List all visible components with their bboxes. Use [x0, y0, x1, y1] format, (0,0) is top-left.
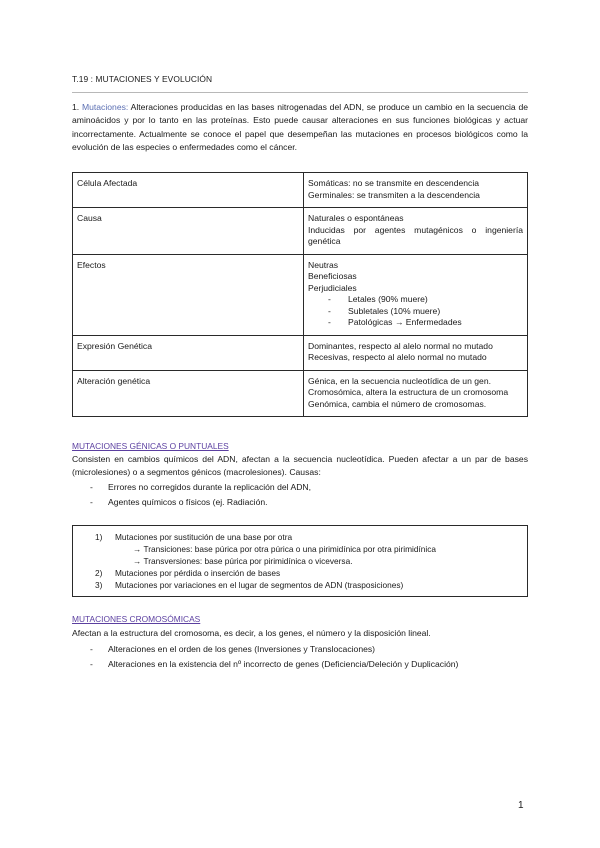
title-divider — [72, 92, 528, 93]
list-item-text: Errores no corregidos durante la replicación del ADN, — [108, 482, 312, 492]
section-title-genicas: MUTACIONES GÉNICAS O PUNTUALES — [72, 441, 229, 451]
table-row — [73, 370, 528, 417]
intro-number: 1. — [72, 102, 80, 112]
intro-heading: Mutaciones: — [81, 102, 129, 112]
sub-item-text: Patológicas → Enfermedades — [348, 317, 462, 327]
table-value-line: Dominantes, respecto al alelo normal no mutado — [308, 340, 493, 351]
table-label: Efectos — [73, 254, 304, 335]
page-title: T.19 : MUTACIONES Y EVOLUCIÓN — [72, 74, 213, 84]
section-title-cromosomicas: MUTACIONES CROMOSÓMICAS — [72, 614, 201, 624]
box-item-text: → Transiciones: base púrica por otra púrica o una pirimidínica por otra pirimidínica — [133, 544, 436, 554]
cromosomicas-bullet-list — [72, 642, 528, 672]
sub-item-text: Letales (90% muere) — [348, 294, 428, 304]
cromosomicas-paragraph: Afectan a la estructura del cromosoma, es decir, a los genes, el número y la disposición lineal. — [72, 628, 431, 638]
table-value-line: Recesivas, respecto al alelo normal no mutado — [308, 352, 487, 362]
box-item-number: 2) — [95, 568, 103, 578]
table-row — [73, 335, 528, 370]
dash-marker: - — [90, 659, 93, 669]
genicas-bullet-list — [72, 480, 528, 510]
dash-marker: - — [328, 305, 331, 316]
dash-marker: - — [328, 317, 331, 327]
list-item — [72, 480, 528, 495]
box-item-text: Mutaciones por variaciones en el lugar de segmentos de ADN (trasposiciones) — [115, 580, 404, 590]
table-value-line: Neutras — [308, 259, 339, 270]
table-value — [304, 208, 528, 255]
mutation-classification-table — [72, 172, 528, 417]
intro-text: Alteraciones producidas en las bases nitrogenadas del ADN, se produce un cambio en la secuencia de aminoácidos y por lo tanto en las proteínas. Esto puede causar alteraciones en sus funciones biológicas y actuar incorrectamente. Actualmente se conoce el papel que desempeñan las mutaciones en procesos biológicos como la evolución de las especies o enfermedades como el cáncer. — [72, 102, 529, 153]
box-item-number: 1) — [95, 532, 103, 542]
table-row — [73, 208, 528, 255]
dash-marker: - — [90, 482, 93, 492]
list-item-text: Agentes químicos o físicos (ej. Radiación. — [108, 497, 268, 507]
table-row — [73, 254, 528, 335]
page-number: 1 — [518, 800, 524, 811]
table-label: Causa — [73, 208, 304, 255]
dash-marker: - — [90, 497, 93, 507]
table-sub-item — [308, 294, 523, 306]
table-sub-item — [308, 317, 523, 329]
mutation-types-box — [72, 525, 528, 597]
table-label: Alteración genética — [73, 370, 304, 417]
table-label: Célula Afectada — [73, 173, 304, 208]
table-row — [73, 173, 528, 208]
box-item-text: → Transversiones: base púrica por pirimidínica o viceversa. — [133, 556, 353, 566]
sub-item-text: Subletales (10% muere) — [348, 305, 441, 316]
table-value-line: Cromosómica, altera la estructura de un cromosoma — [308, 387, 509, 397]
list-item-text: Alteraciones en la existencia del nº incorrecto de genes (Deficiencia/Deleción y Duplicación) — [108, 659, 459, 669]
table-value-line: Inducidas por agentes mutagénicos o ingeniería genética — [308, 224, 523, 246]
table-value-line: Naturales o espontáneas — [308, 213, 404, 223]
list-item — [72, 495, 528, 510]
table-value — [304, 370, 528, 417]
list-item — [72, 657, 528, 672]
box-item-text: Mutaciones por pérdida o inserción de bases — [115, 568, 281, 578]
table-value-line: Germinales: se transmiten a la descendencia — [308, 189, 480, 200]
table-value — [304, 173, 528, 208]
table-value-line: Perjudiciales — [308, 282, 357, 293]
box-item-text: Mutaciones por sustitución de una base por otra — [115, 532, 293, 542]
table-sub-item — [308, 306, 523, 318]
table-value-line: Beneficiosas — [308, 271, 357, 281]
box-item-number: 3) — [95, 580, 103, 590]
table-value-line: Genómica, cambia el número de cromosomas. — [308, 398, 487, 409]
table-value-line: Génica, en la secuencia nucleotídica de un gen. — [308, 375, 491, 386]
table-value — [304, 335, 528, 370]
genicas-paragraph: Consisten en cambios químicos del ADN, afectan a la secuencia nucleotídica. Pueden afectar a un par de bases (microlesiones) o a segmentos génicos (macrolesiones). Causas: — [72, 454, 528, 478]
table-value-line: Somáticas: no se transmite en descendencia — [308, 178, 480, 188]
dash-marker: - — [90, 644, 93, 654]
list-item — [72, 642, 528, 657]
table-label: Expresión Genética — [73, 335, 304, 370]
intro-paragraph — [72, 101, 528, 155]
table-value — [304, 254, 528, 335]
list-item-text: Alteraciones en el orden de los genes (Inversiones y Translocaciones) — [108, 644, 376, 654]
dash-marker: - — [328, 294, 331, 304]
